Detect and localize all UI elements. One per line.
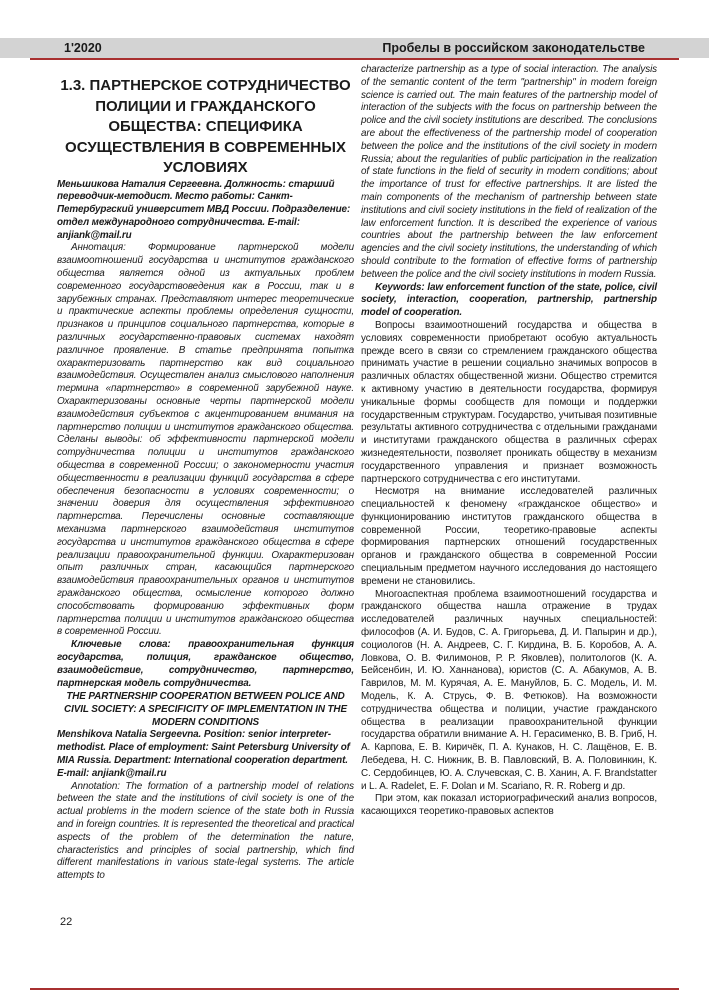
article-title-ru: 1.3. ПАРТНЕРСКОЕ СОТРУДНИЧЕСТВО ПОЛИЦИИ И ГРАЖДАНСКОГО ОБЩЕСТВА: СПЕЦИФИКА ОСУЩЕСТВЛЕНИЯ В СОВРЕМЕННЫХ УСЛОВИЯХ bbox=[60, 77, 351, 176]
left-column bbox=[57, 76, 354, 883]
body-paragraph: При этом, как показал историографический анализ вопросов, касающихся теоретико-правовых аспектов bbox=[361, 793, 657, 818]
footer-rule bbox=[30, 988, 679, 990]
header-rule bbox=[30, 58, 679, 60]
page-number: 22 bbox=[60, 916, 73, 928]
annotation-ru: Аннотация: Формирование партнерской модели взаимоотношений государства и институтов гражданского общества является одной из актуальных проблем современного государствоведения как в России, так и в зарубежных странах. Представляют интерес теоретические и практические аспекты проблемы определения сущности, признаков и принципов социального партнерства, которые в различных государственно-правовых системах находят различное проявление. В статье предпринята попытка охарактеризовать партнерство как вид социального взаимодействия. Осуществлен анализ смыслового наполнения термина «партнерство» в современной зарубежной науке. Охарактеризованы основные черты партнерской модели взаимодействия субъектов с акцентированием внимания на партнерство полиции и институтов гражданского общества. Сделаны выводы: об эффективности партнерской модели сотрудничества полиции и институтов гражданского общества в современной России; о закономерности участия общественности в реализации функций государства в сфере обеспечения безопасности в условиях современности; о значении доверия для осуществления эффективного партнерства. Перечислены основные составляющие механизма партнерского взаимодействия институтов государства и институтов гражданского общества в сфере реализации правоохранительной функции. Охарактеризован опыт различных стран, касающийся партнерского взаимодействия правоохранительных органов и институтов гражданского общества, осмысление которого должно способствовать формированию эффективных форм партнерства полиции и институтов гражданского общества в современной России. bbox=[57, 242, 354, 638]
issue-number: 1'2020 bbox=[64, 41, 102, 55]
annotation-en-part2: characterize partnership as a type of social interaction. The analysis of the semantic content of the term "partnership" in modern foreign science is carried out. The main features of the partnership model of interaction of the subjects with the focus on partnership between the police and the civil society institutions are described. The conclusions are about the effectiveness of the partnership model of cooperation between the police and the institutions of the civil society in modern Russia; about the regularities of public participation in the realization of state functions in the field of security in modern conditions; about the importance of trust for effective partnerships. It are listed the main components of the mechanism of partnership between state institutions and civil society institutions in the field of realization of the law enforcement function. It is described the experience of various countries about the partnership between the law enforcement agencies and the civil society institutions, the understanding of which should contribute to the formation of effective forms of partnership between the police and the civil society institutions in modern Russia. bbox=[361, 64, 657, 280]
author-info-en: Menshikova Natalia Sergeevna. Position: senior interpreter-methodist. Place of employment: Saint Petersburg University of MIA Russia. Department: International cooperation department. E-mail: anjiank@mail.ru bbox=[57, 729, 350, 779]
body-paragraph: Многоаспектная проблема взаимоотношений государства и гражданского общества нашла отражение в трудах исследователей различных научных специальностей: философов (А. И. Будов, С. А. Григорьева, Д. И. Папырин и др.), социологов (Н. А. Андреев, С. Г. Кирдина, В. Б. Коробов, А. А. Ловкова, О. В. Филимонов, Р. Р. Яковлев), политологов (К. А. Бейсенбин, И. Ю. Ханнанова), юристов (С. А. Абакумов, А. В. Гаврилов, М. М. Курячая, А. Е. Мануйлов, Б. С. Модель, И. М. Модель, К. А. Струсь, Ф. В. Фетюков). На возможности сотрудничества общества и полиции, участие гражданского общества в реализации правоохранительной функции государства обратили внимание А. Н. Герасименко, В. В. Гриб, Н. А. Карпова, Е. В. Киричёк, П. А. Кунаков, Н. С. Лащёнов, Е. В. Лебедева, Н. С. Нижник, В. В. Павловский, В. А. Половинкин, К. С. Сердобинцев, Ю. А. Случевская, С. В. Ханин, A. F. Brandstatter и L. A. Radelet, E. F. Dolan и M. Scariano, R. R. Roberg и др. bbox=[361, 588, 657, 792]
page-header bbox=[0, 38, 709, 58]
body-paragraph: Вопросы взаимоотношений государства и общества в условиях современности приобретают особую актуальность прежде всего в связи со стремлением гражданского общества принимать участие в решении социально значимых вопросов в различных областях общественной жизни. Общество стремится к активному участию в деятельности государства, формируя уникальные формы сообществ для помощи и поддержки государственным структурам. Государство, учитывая позитивные результаты активного сотрудничества с отдельными гражданами и институтами гражданского общества в различных сферах жизнедеятельности, позволяет проникать обществу в механизм государственного управления и признает возможность партнерского сотрудничества с его институтами. bbox=[361, 319, 657, 485]
right-column bbox=[361, 64, 657, 819]
keywords-en: Keywords: law enforcement function of the state, police, civil society, interaction, cooperation, partnership, partnership model of cooperation. bbox=[361, 281, 657, 319]
article-title-en: THE PARTNERSHIP COOPERATION BETWEEN POLICE AND CIVIL SOCIETY: A SPECIFICITY OF IMPLEMENTATION IN THE MODERN CONDITIONS bbox=[64, 691, 347, 729]
journal-title: Пробелы в российском законодательстве bbox=[382, 41, 645, 55]
body-paragraph: Несмотря на внимание исследователей различных специальностей к феномену «гражданское общество» и функционированию институтов гражданского общества в современной России, теоретико-правовые аспекты формирования партнерских отношений государственных органов и гражданского общества в современной России специальным предметом научного исследования до настоящего времени не становились. bbox=[361, 486, 657, 587]
author-info-ru: Меньшикова Наталия Сергеевна. Должность: старший переводчик-методист. Место работы: Санкт-Петербургский университет МВД России. Подразделение: отдел международного сотрудничества. E-mail: anjiank@mail.ru bbox=[57, 178, 351, 241]
keywords-ru: Ключевые слова: правоохранительная функция государства, полиция, гражданское общество, взаимодействие, сотрудничество, партнерство, партнерская модель сотрудничества. bbox=[57, 639, 354, 689]
annotation-en-part1: Annotation: The formation of a partnership model of relations between the state and the institutions of civil society is one of the actual problems in the modern science of the state both in Russia and in foreign countries. It is represented the theoretical and practical aspects of the problem of the determination the nature, characteristics and principles of social partnership, which find different manifestations in various state-legal systems. The article attempts to bbox=[57, 780, 354, 882]
